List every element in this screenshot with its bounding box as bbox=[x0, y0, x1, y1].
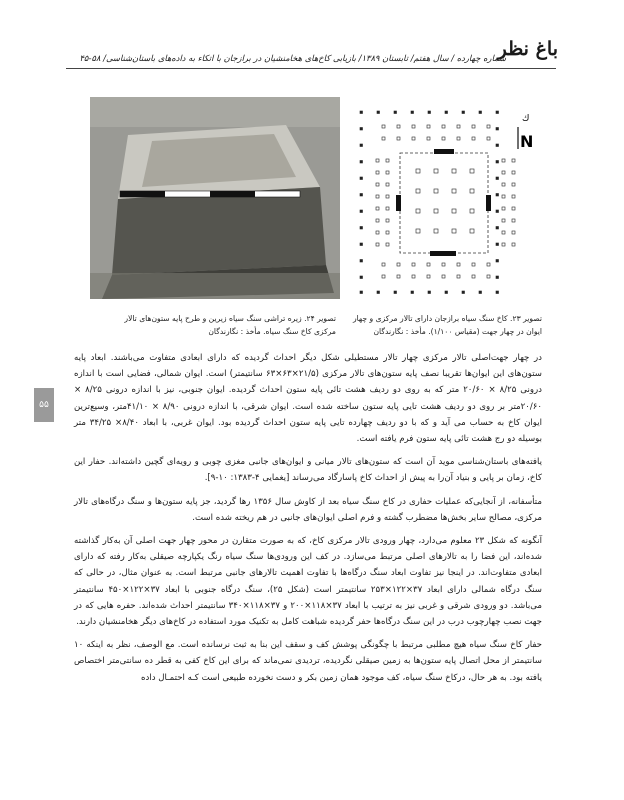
column-base bbox=[376, 219, 379, 222]
column-base bbox=[416, 169, 420, 173]
column-base bbox=[496, 210, 499, 213]
column-base bbox=[470, 209, 474, 213]
column-base bbox=[427, 125, 430, 128]
column-base bbox=[457, 275, 460, 278]
stone-base-illustration bbox=[90, 97, 340, 299]
column-base bbox=[397, 275, 400, 278]
north-arrow-label: N bbox=[520, 132, 534, 151]
column-base bbox=[502, 231, 505, 234]
column-base bbox=[512, 207, 515, 210]
column-base bbox=[427, 137, 430, 140]
column-base bbox=[386, 207, 389, 210]
column-base bbox=[472, 263, 475, 266]
column-base bbox=[502, 207, 505, 210]
column-base bbox=[457, 137, 460, 140]
column-base bbox=[411, 111, 414, 114]
north-door-stone bbox=[434, 149, 454, 154]
column-base bbox=[416, 229, 420, 233]
column-base bbox=[462, 111, 465, 114]
paragraph: حفار کاخ سنگ سیاه هیچ مطلبی مرتبط با چگونگی پوشش کف و سقف این بنا به ثبت نرسانده است. مع الوصف، نظر به اینکه ۱۰ سانتیمتر از محل اتصال پایه ستون‌ها به زمین صیقلی نگردیده، تردیدی نمی‌ماند که برای این کاخ کفی به قطر ده سانتی‌متر اختصاص یافته بود. به هر حال، درکاخ سنگ سیاه، کف موجود همان زمین بکر و دست نخورده طبیعی است کـه احتمـال داده bbox=[74, 640, 542, 683]
column-base bbox=[457, 263, 460, 266]
running-title: شماره چهارده / سال هفتم/ تابستان ۱۳۸۹/ بازیابی کاخ‌های هخامنشیان در برازجان با اتکاء به داده‌های باستان‌شناسی/ ۵۸-۴۵ bbox=[79, 53, 506, 63]
column-base bbox=[502, 195, 505, 198]
column-base bbox=[452, 189, 456, 193]
column-base bbox=[427, 275, 430, 278]
column-base bbox=[386, 183, 389, 186]
column-base bbox=[382, 137, 385, 140]
column-base bbox=[376, 171, 379, 174]
column-base bbox=[397, 125, 400, 128]
paragraph: یافته‌های باستان‌شناسی موید آن است که ستون‌های تالار میانی و ایوان‌های جانبی مغزی چوبی و رویه‌ای گچین داشته‌اند. حفار این کاخ، زمان بر پایی و بنیاد آن‌را به پیش از احداث کاخ پاسارگاد می‌رساند [یغمایی ۴-۱۳۸۳: ۱۰-۹]. bbox=[74, 457, 542, 484]
page-number: ۵۵ bbox=[34, 388, 54, 422]
column-base bbox=[502, 219, 505, 222]
column-base bbox=[382, 263, 385, 266]
column-base bbox=[376, 159, 379, 162]
column-base bbox=[472, 137, 475, 140]
column-base bbox=[386, 219, 389, 222]
column-base bbox=[462, 291, 465, 294]
column-base bbox=[411, 291, 414, 294]
column-base bbox=[502, 243, 505, 246]
column-base bbox=[412, 125, 415, 128]
column-base bbox=[479, 111, 482, 114]
column-base bbox=[487, 263, 490, 266]
column-base bbox=[496, 260, 499, 263]
column-base bbox=[512, 159, 515, 162]
column-base bbox=[496, 276, 499, 279]
column-base bbox=[470, 229, 474, 233]
column-base bbox=[512, 183, 515, 186]
column-base bbox=[442, 137, 445, 140]
column-base bbox=[360, 128, 363, 131]
column-base bbox=[452, 209, 456, 213]
article-body bbox=[74, 350, 542, 693]
paragraph: متأسفانه، از آنجایی‌که عملیات حفاری در کاخ سنگ سیاه بعد از کاوش سال ۱۳۵۶ رها گردید، جز پایه ستون‌ها و سنگ درگاه‌های تالار مرکزی، مصالح سایر بخش‌ها مضطرب گشته و فرم اصلی ایوان‌های جانبی در هم ریخته شده است. bbox=[74, 496, 542, 523]
column-base bbox=[479, 291, 482, 294]
column-base bbox=[376, 195, 379, 198]
column-base bbox=[360, 194, 363, 197]
column-base bbox=[412, 263, 415, 266]
column-base bbox=[386, 243, 389, 246]
column-base bbox=[496, 144, 499, 147]
column-base bbox=[442, 263, 445, 266]
page-header bbox=[66, 38, 558, 70]
column-base bbox=[386, 171, 389, 174]
column-base bbox=[512, 219, 515, 222]
column-base bbox=[496, 128, 499, 131]
column-base bbox=[502, 183, 505, 186]
column-base bbox=[512, 195, 515, 198]
column-base bbox=[496, 227, 499, 230]
column-base bbox=[445, 291, 448, 294]
column-base bbox=[427, 263, 430, 266]
column-base bbox=[472, 275, 475, 278]
column-base bbox=[445, 111, 448, 114]
column-base bbox=[416, 189, 420, 193]
column-base bbox=[376, 207, 379, 210]
column-base bbox=[376, 231, 379, 234]
column-base bbox=[428, 291, 431, 294]
plan-caption: تصویر ۲۳. کاخ سنگ سیاه برازجان دارای تالار مرکزی و چهار ایوان در چهار جهت (مقیاس ۱/۱۰۰). مأخذ : نگارندگان bbox=[352, 314, 542, 336]
column-base bbox=[434, 189, 438, 193]
west-door-stone bbox=[396, 195, 401, 211]
column-base bbox=[487, 125, 490, 128]
column-base bbox=[434, 229, 438, 233]
column-base bbox=[496, 194, 499, 197]
column-base bbox=[360, 243, 363, 246]
column-base bbox=[512, 243, 515, 246]
journal-logo: باغ نظر bbox=[497, 38, 558, 60]
column-base bbox=[502, 171, 505, 174]
column-base bbox=[428, 111, 431, 114]
central-hall-outline bbox=[400, 153, 488, 253]
column-base bbox=[496, 291, 499, 294]
column-base bbox=[457, 125, 460, 128]
column-base bbox=[470, 189, 474, 193]
column-base bbox=[412, 275, 415, 278]
column-base bbox=[496, 177, 499, 180]
column-base bbox=[512, 171, 515, 174]
column-base bbox=[360, 227, 363, 230]
column-base bbox=[376, 243, 379, 246]
column-base bbox=[360, 161, 363, 164]
column-base bbox=[434, 169, 438, 173]
column-base bbox=[377, 111, 380, 114]
column-base bbox=[434, 209, 438, 213]
column-base bbox=[360, 260, 363, 263]
column-base bbox=[487, 137, 490, 140]
column-base bbox=[386, 159, 389, 162]
column-base bbox=[376, 183, 379, 186]
column-base bbox=[360, 276, 363, 279]
column-base bbox=[452, 229, 456, 233]
photo-caption: تصویر ۲۴. زیره تراشی سنگ سیاه زیرین و طرح پایه ستون‌های تالار مرکزی کاخ سنگ سیاه. مأخذ : نگارندگان bbox=[124, 314, 336, 336]
column-base bbox=[442, 125, 445, 128]
column-base bbox=[360, 111, 363, 114]
column-base bbox=[442, 275, 445, 278]
column-base bbox=[487, 275, 490, 278]
paragraph: آنگونه که شکل ۲۳ معلوم می‌دارد، چهار ورودی تالار مرکزی کاخ، که به صورت متقارن در محور چهار جهت اصلی آن به‌کار گذاشته شده‌اند، این فضا را به تالارهای اصلی مرتبط می‌سازد. در کف این ورودی‌ها سنگ سیاه رنگ یکپارچه صیقلی به‌کار رفته که دارای ابعادی متفاوت‌اند. در اینجا نیز تفاوت ابعاد سنگ درگاه‌ها با تفاوت اهمیت تالارهای جانبی مرتبط است. به عنوان مثال، در حالی که سنگ درگاه شمالی دارای ابعاد ۳۷×۱۲۲×۲۵۳ سانتیمتر است (شکل ۲۵)، سنگ درگاه جنوبی با ابعاد ۳۷×۱۲۲×۴۵۰ سانتیمتر می‌باشد. دو ورودی شرقی و غربی نیز به ترتیب با ابعاد ۳۷×۱۱۸×۲۰۰ و ۳۷×۱۱۸×۳۴۰ سانتیمتر احداث شده‌اند. حفره هایی که در جهت نصب چهارچوب درب در این سنگ درگاه‌ها حفر گردیده شباهت کامل به تکنیک مورد استفاده در کاخ‌های دیگر هخامنشیان دارند. bbox=[74, 536, 542, 628]
palace-plan-diagram bbox=[352, 103, 538, 301]
column-base bbox=[394, 111, 397, 114]
column-base bbox=[470, 169, 474, 173]
column-base bbox=[397, 137, 400, 140]
column-base bbox=[496, 161, 499, 164]
column-base bbox=[496, 243, 499, 246]
column-base bbox=[394, 291, 397, 294]
column-base bbox=[360, 291, 363, 294]
column-base bbox=[412, 137, 415, 140]
column-base bbox=[472, 125, 475, 128]
column-base bbox=[496, 111, 499, 114]
column-base bbox=[382, 275, 385, 278]
north-arrow-small: ك bbox=[522, 114, 530, 124]
paragraph: در چهار جهت‌اصلی تالار مرکزی چهار تالار مستطیلی شکل دیگر احداث گردیده که دارای ابعادی متفاوت می‌باشند. ابعاد پایه ستون‌های این ایوان‌ها تقریبا نصف پایه ستون‌های تالار مرکزی (۲۱/۵×۶۳×۶۳ سانتیمتر) است. ایوان شمالی، فضایی است با اندازه درونی ۸/۲۵ × ۲۰/۶۰ متر که به روی دو ردیف هشت تائی پایه ستون احداث گردیده. ایوان جنوبی، نیز با اندازه درونی ۸/۲۵ × ۲۰/۶۰متر بر روی دو ردیف هشت تایی پایه ستون ساخته شده است. ایوان شرقی، با اندازه درونی ۸/۹۰ × ۴۱/۱۰متر، وسیع‌ترین ایوان کاخ به حساب می آید و که با دو ردیف چهارده تایی پایه ستون احداث گردیده بود. ایوان غربی، با ابعاد ۸/۴۰× ۳۴/۲۵ متر بوسیله دو رج هشت تائی پایه ستون فرم یافته است. bbox=[74, 353, 543, 445]
column-base bbox=[382, 125, 385, 128]
column-base bbox=[416, 209, 420, 213]
column-base-grid bbox=[360, 111, 515, 294]
column-base bbox=[386, 195, 389, 198]
column-base bbox=[397, 263, 400, 266]
header-rule bbox=[66, 68, 556, 69]
column-base bbox=[360, 144, 363, 147]
column-base bbox=[502, 159, 505, 162]
stone-base-photo bbox=[90, 97, 340, 299]
column-base bbox=[360, 177, 363, 180]
column-base bbox=[360, 210, 363, 213]
column-base bbox=[452, 169, 456, 173]
east-door-stone bbox=[486, 195, 491, 211]
south-door-stone bbox=[430, 251, 456, 256]
column-base bbox=[512, 231, 515, 234]
column-base bbox=[386, 231, 389, 234]
column-base bbox=[377, 291, 380, 294]
